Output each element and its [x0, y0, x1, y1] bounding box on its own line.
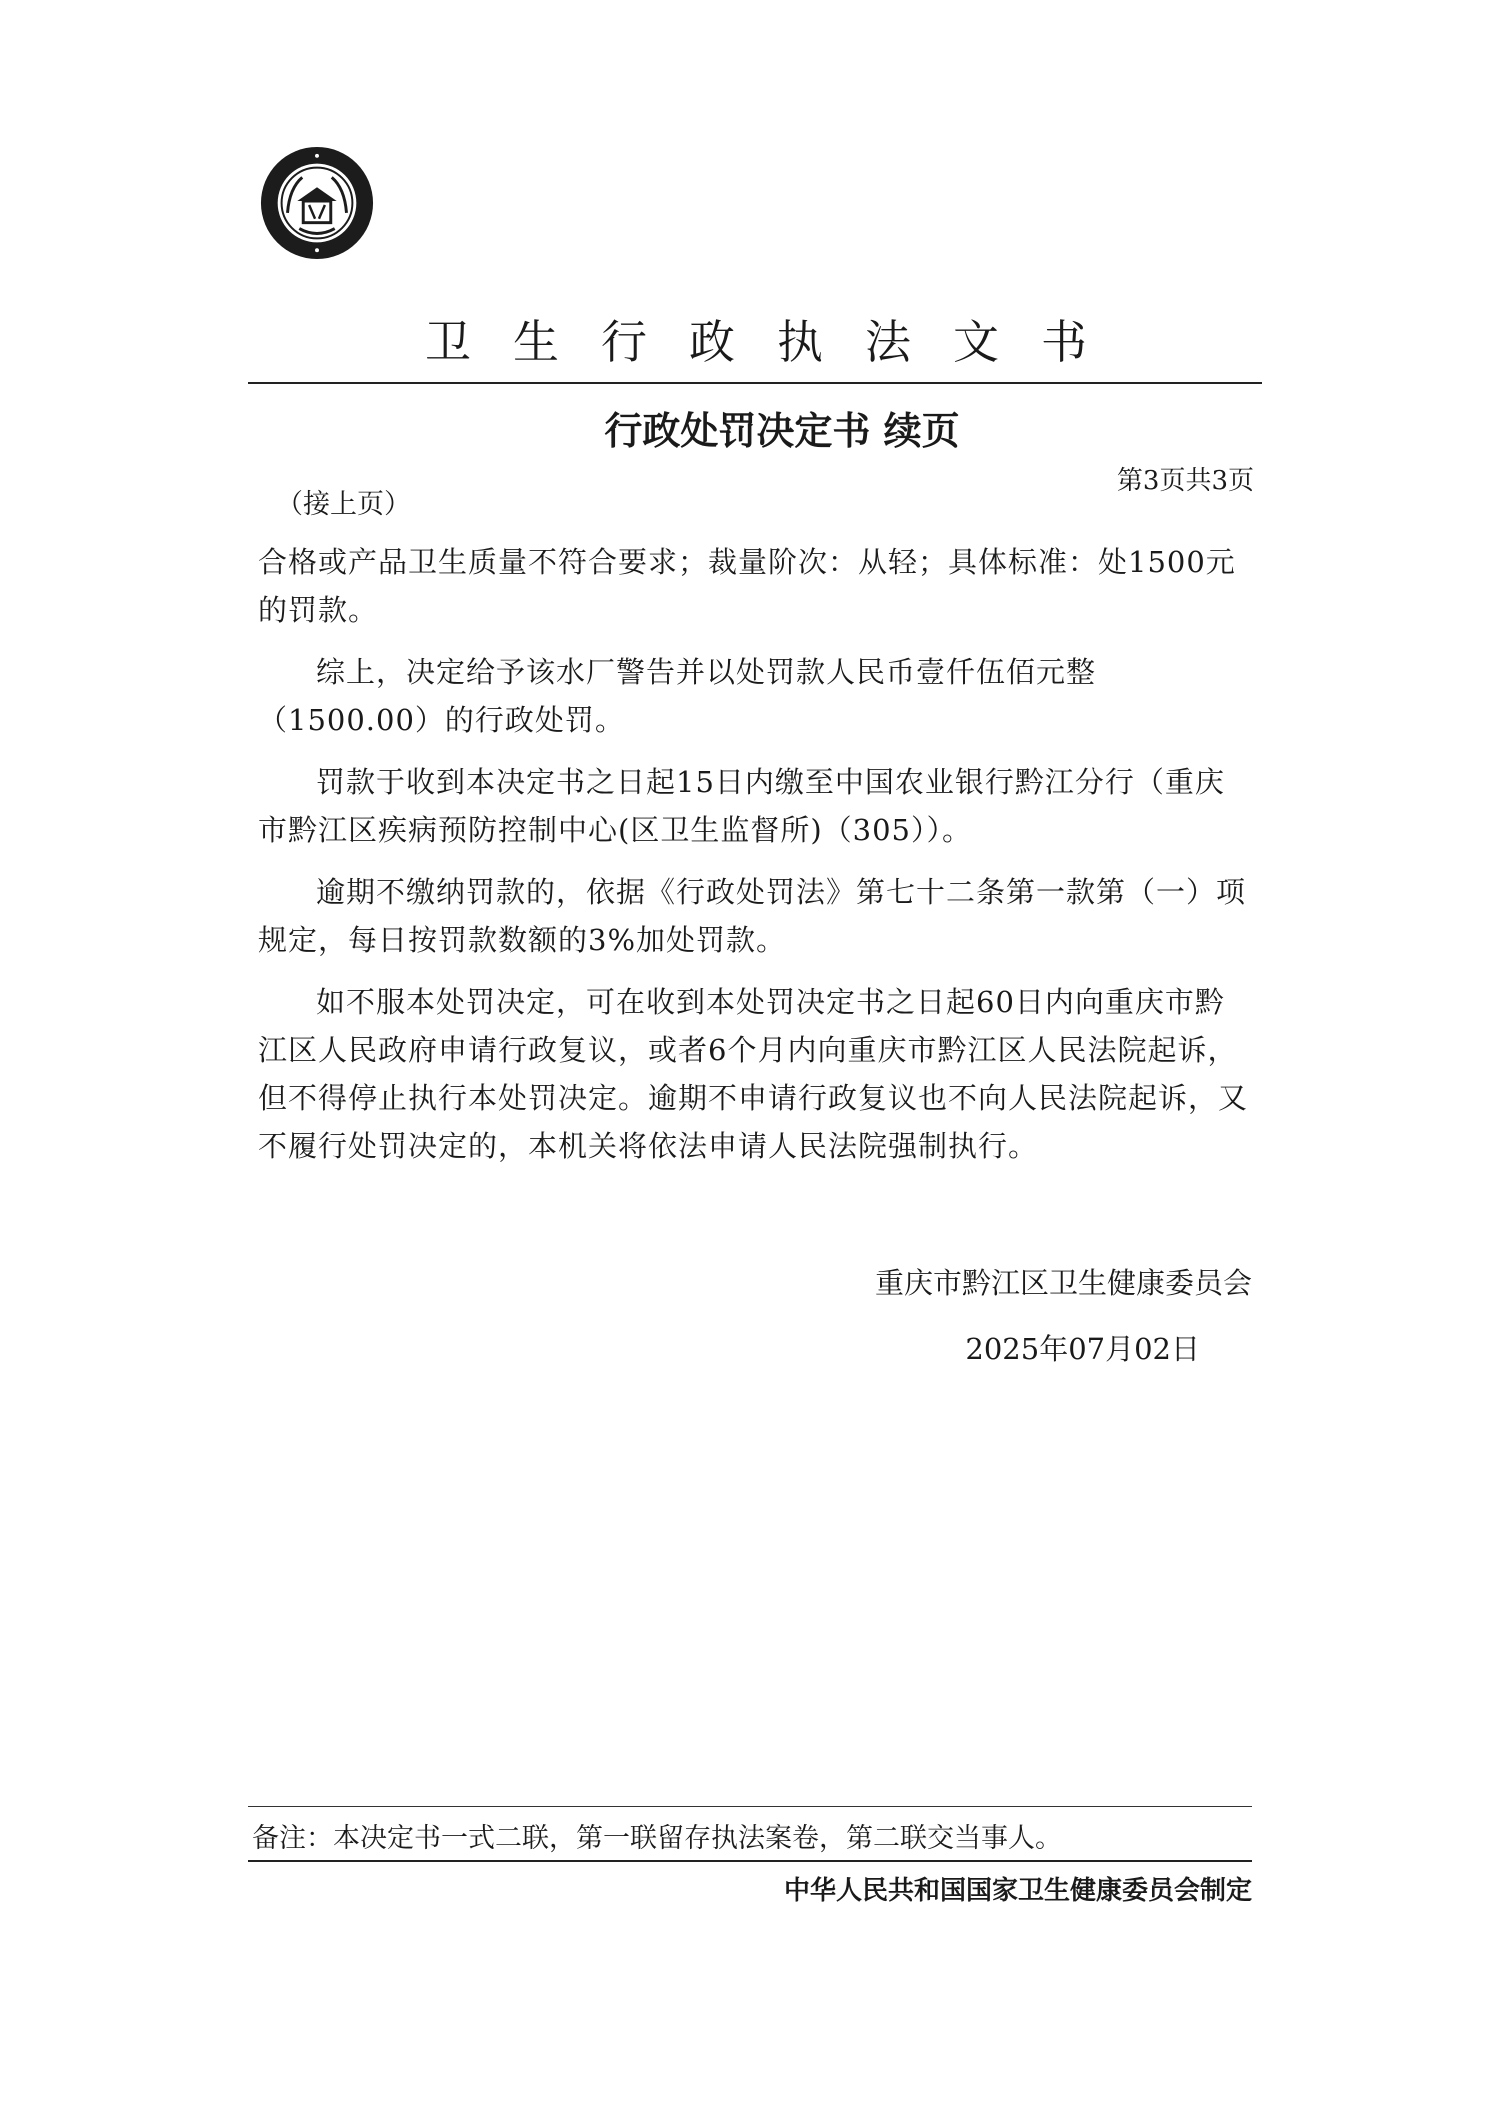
document-series-header: 卫生行政执法文书: [425, 315, 1129, 369]
signature-block: [875, 1250, 1252, 1382]
document-body: [258, 538, 1252, 1184]
body-paragraph: 罚款于收到本决定书之日起15日内缴至中国农业银行黔江分行（重庆市黔江区疾病预防控制中心(区卫生监督所)（305））。: [258, 765, 1225, 847]
form-issuer: 中华人民共和国国家卫生健康委员会制定: [783, 1876, 1252, 1906]
footnote-bottom-divider: [248, 1860, 1252, 1862]
body-paragraph: 逾期不缴纳罚款的，依据《行政处罚法》第七十二条第一款第（一）项规定，每日按罚款数额的3%加处罚款。: [258, 875, 1247, 957]
body-paragraph: 合格或产品卫生质量不符合要求；裁量阶次：从轻；具体标准：处1500元的罚款。: [258, 545, 1236, 627]
issuing-organization: 重庆市黔江区卫生健康委员会: [874, 1266, 1252, 1300]
body-paragraph: 如不服本处罚决定，可在收到本处罚决定书之日起60日内向重庆市黔江区人民政府申请行政复议，或者6个月内向重庆市黔江区人民法院起诉，但不得停止执行本处罚决定。逾期不申请行政复议也不向人民法院起诉，又不履行处罚决定的，本机关将依法申请人民法院强制执行。: [258, 985, 1249, 1163]
body-paragraph: 综上，决定给予该水厂警告并以处罚款人民币壹仟伍佰元整（1500.00）的行政处罚。: [258, 655, 1097, 737]
footnote: 备注：本决定书一式二联，第一联留存执法案卷，第二联交当事人。: [252, 1823, 1062, 1854]
document-title: 行政处罚决定书 续页: [604, 409, 960, 453]
header-divider: [248, 382, 1262, 384]
issue-date: 2025年07月02日: [965, 1332, 1200, 1366]
page-number: 第3页共3页: [1116, 466, 1254, 496]
continuation-note: （接上页）: [276, 489, 411, 520]
footnote-top-divider: [248, 1806, 1252, 1807]
health-supervision-emblem-icon: [258, 144, 376, 262]
